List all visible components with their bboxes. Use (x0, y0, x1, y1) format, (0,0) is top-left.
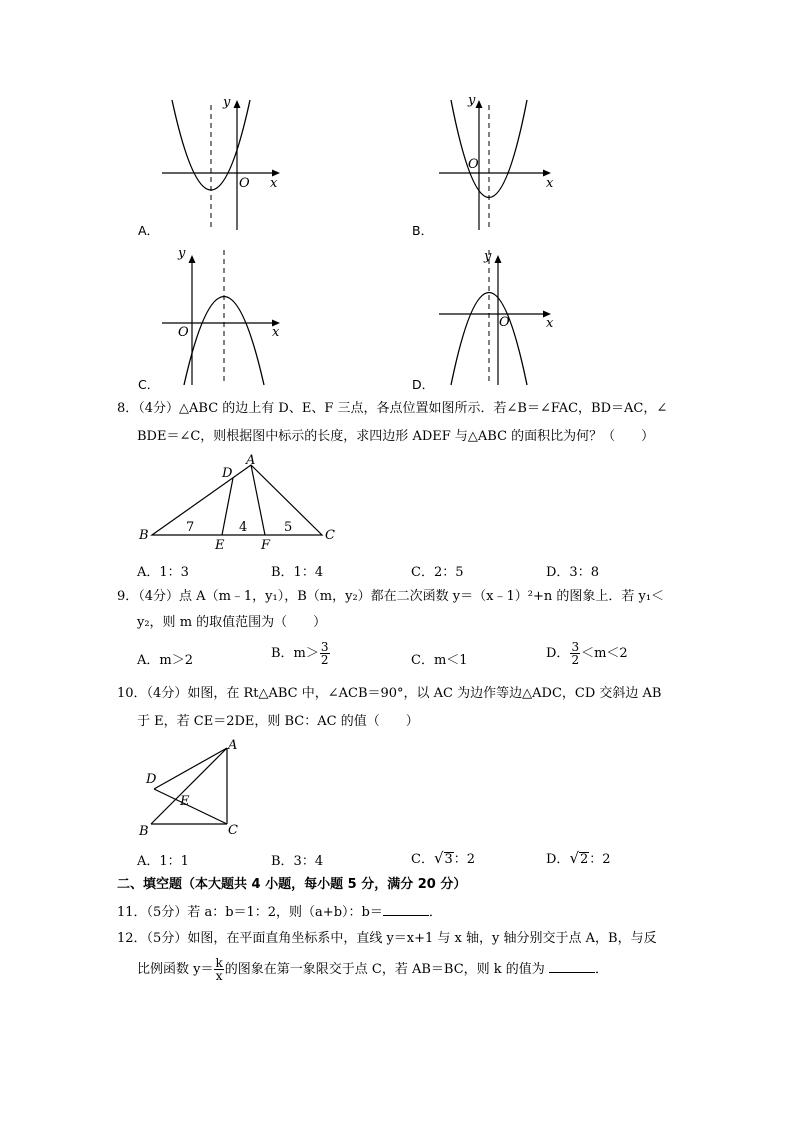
q12-end: ． (594, 962, 608, 977)
graph-d-option-label: D． (412, 377, 435, 392)
q8-choice-c[interactable]: C．2：5 (411, 565, 464, 580)
graph-c-x-label: x (272, 325, 280, 340)
q9-choice-d-fraction (570, 641, 580, 666)
graph-d-y-label: y (484, 249, 492, 264)
graph-d-x-label: x (546, 316, 554, 331)
q8-label-f: F (261, 538, 271, 553)
graph-a-origin-label: O (239, 176, 250, 191)
q8-choice-b[interactable]: B．1：4 (271, 565, 324, 580)
q10-choice-b[interactable]: B．3：4 (271, 854, 324, 869)
graph-b-origin-label: O (468, 157, 479, 172)
q12-line2-prefix: 比例函数 y＝ (137, 962, 214, 977)
graph-a (160, 95, 290, 235)
q11-answer-blank[interactable] (383, 902, 429, 916)
q12-answer-blank[interactable] (549, 959, 595, 973)
graph-b-y-label: y (468, 93, 476, 108)
q10-line1: 10．（4分）如图，在 Rt△ABC 中，∠ACB＝90°，以 AC 为边作等边△ADC，CD 交斜边 AB (117, 686, 662, 701)
graph-a-option-label: A． (138, 223, 160, 238)
q8-line2: BDE＝∠C，则根据图中标示的长度，求四边形 ADEF 与△ABC 的面积比为何？（ ） (137, 429, 655, 444)
section2-heading: 二、填空题（本大题共 4 小题，每小题 5 分，满分 20 分） (117, 877, 467, 892)
fraction-denominator: 2 (571, 653, 580, 667)
graph-b-option-label: B． (412, 223, 434, 238)
q8-label-c: C (325, 528, 335, 543)
fraction-denominator: 2 (320, 653, 329, 667)
sqrt-icon: √ (569, 849, 579, 867)
graph-b (437, 95, 567, 235)
q10-choice-d-radicand: 2 (580, 852, 589, 867)
q9-choice-b-prefix: B．m＞ (271, 646, 319, 661)
q8-line1: 8．（4分）△ABC 的边上有 D、E、F 三点，各点位置如图所示．若∠B＝∠FAC，BD＝AC，∠ (117, 401, 668, 416)
q8-length-be: 7 (186, 520, 195, 535)
q10-choice-c-prefix: C． (411, 852, 434, 867)
q10-line2: 于 E，若 CE＝2DE，则 BC：AC 的值（ ） (137, 714, 419, 729)
q9-choice-b-fraction (320, 641, 330, 666)
q8-label-b: B (139, 528, 149, 543)
q10-choice-c-radicand: 3 (444, 852, 453, 867)
q8-length-fc: 5 (284, 520, 293, 535)
q11-text: 11．（5分）若 a：b＝1：2，则（a+b）：b＝ (117, 905, 383, 920)
q8-choice-a[interactable]: A．1：3 (137, 565, 189, 580)
q10-choice-d-prefix: D． (546, 852, 570, 867)
q10-label-c: C (228, 823, 238, 838)
q9-choice-b[interactable] (271, 641, 331, 666)
q9-line2: y₂，则 m 的取值范围为（ ） (137, 615, 327, 630)
q10-label-a: A (228, 738, 238, 753)
q10-label-e: E (180, 794, 190, 809)
q10-label-d: D (146, 772, 157, 787)
q10-choice-d-suffix: ：2 (589, 852, 611, 867)
q11-end: ． (428, 905, 442, 920)
q8-choice-d[interactable]: D．3：8 (546, 565, 599, 580)
graph-a-y-label: y (223, 95, 231, 110)
graph-c-y-label: y (178, 246, 186, 261)
graph-c-origin-label: O (178, 325, 189, 340)
sqrt-icon: √ (433, 849, 444, 867)
q10-label-b: B (139, 824, 149, 839)
q8-label-d: D (222, 466, 233, 481)
q8-length-ef: 4 (239, 520, 248, 535)
q9-choice-a[interactable]: A．m＞2 (137, 653, 193, 668)
q12-line1: 12．（5分）如图，在平面直角坐标系中，直线 y＝x+1 与 x 轴，y 轴分别交于点 A，B，与反 (117, 931, 657, 946)
graph-c-option-label: C． (138, 377, 160, 392)
fraction-denominator: x (215, 969, 223, 983)
q8-triangle-figure (148, 455, 338, 555)
graph-a-x-label: x (270, 176, 278, 191)
graph-b-x-label: x (546, 176, 554, 191)
q10-choice-c[interactable] (411, 848, 475, 867)
q10-choice-c-suffix: ：2 (453, 852, 476, 867)
q12-line2-suffix: 的图象在第一象限交于点 C，若 AB＝BC，则 k 的值为 (224, 962, 545, 977)
q12-fraction (214, 957, 223, 982)
q11-line (117, 902, 442, 922)
fraction-numerator: 3 (571, 640, 580, 654)
fraction-numerator: k (215, 956, 223, 970)
q9-line1: 9．（4分）点 A（m﹣1，y₁），B（m，y₂）都在二次函数 y＝（x﹣1）²+n 的图象上．若 y₁＜ (117, 589, 665, 604)
fraction-numerator: 3 (320, 640, 329, 654)
q10-choice-a[interactable]: A．1：1 (137, 854, 189, 869)
q9-choice-d[interactable] (546, 641, 628, 666)
graph-c (160, 250, 290, 390)
q10-choice-d[interactable] (546, 848, 611, 867)
q8-label-e: E (215, 538, 225, 553)
q12-line2 (137, 957, 608, 982)
q9-choice-d-prefix: D． (546, 646, 570, 661)
q8-label-a: A (246, 453, 256, 468)
q9-choice-d-suffix: ＜m＜2 (581, 646, 628, 661)
graph-d-origin-label: O (499, 315, 510, 330)
q9-choice-c[interactable]: C．m＜1 (411, 653, 468, 668)
